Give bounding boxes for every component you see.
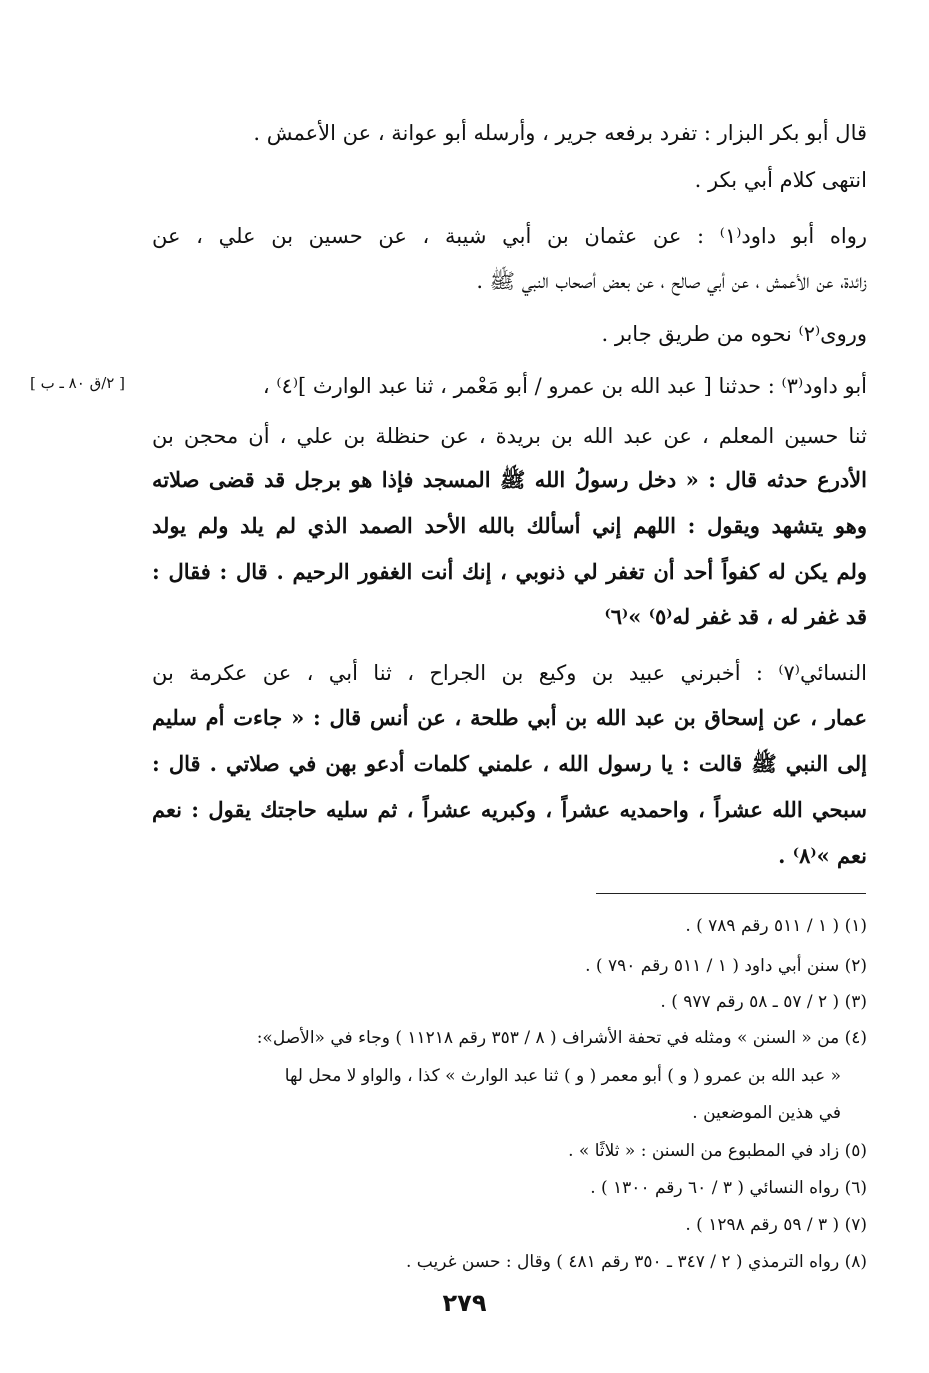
footnote: في هذين الموضعين .: [692, 1103, 841, 1123]
footnote: (٨) رواه الترمذي ( ٢ / ٣٤٧ ـ ٣٥٠ رقم ٤٨١ ) وقال : حسن غريب .: [405, 1252, 867, 1272]
margin-note: [ ٢/ق ٨٠ ـ ب ]: [30, 374, 125, 392]
footnote: (٤) من « السنن » ومثله في تحفة الأشراف ( ٨ / ٣٥٣ رقم ١١٢١٨ ) وجاء في «الأصل»:: [256, 1028, 867, 1048]
body-line: إلى النبي ﷺ قالت : يا رسول الله ، علمني كلمات أدعو بهن في صلاتي . قال :: [152, 751, 867, 776]
body-line: قد غفر له ، قد غفر له⁽٥⁾ »⁽٦⁾: [604, 604, 867, 629]
footnote: (٧) ( ٣ / ٥٩ رقم ١٢٩٨ ) .: [685, 1215, 867, 1235]
body-line: النسائي⁽٧⁾ : أخبرني عبيد بن وكيع بن الجراح ، ثنا أبي ، عن عكرمة بن: [152, 661, 867, 685]
body-line: نعم »⁽٨⁾ .: [778, 843, 867, 868]
footnote: (٥) زاد في المطبوع من السنن : « ثلاثًا » .: [568, 1141, 867, 1161]
body-line: أبو داود⁽٣⁾ : حدثنا [ عبد الله بن عمرو / أبو مَعْمر ، ثنا عبد الوارث ]⁽٤⁾ ،: [262, 374, 867, 398]
body-line: وروى⁽٢⁾ نحوه من طريق جابر .: [601, 322, 867, 346]
body-line: ولم يكن له كفواً أحد أن تغفر لي ذنوبي ، إنك أنت الغفور الرحيم . قال : فقال :: [152, 559, 867, 584]
body-line: قال أبو بكر البزار : تفرد برفعه جرير ، وأرسله أبو عوانة ، عن الأعمش .: [253, 121, 867, 145]
body-line: انتهى كلام أبي بكر .: [694, 168, 867, 192]
body-line: رواه أبو داود⁽١⁾ : عن عثمان بن أبي شيبة ، عن حسين بن علي ، عن: [152, 224, 867, 248]
body-line: وهو يتشهد ويقول : اللهم إني أسألك بالله الأحد الصمد الذي لم يلد ولم يولد: [152, 513, 867, 538]
footnote: (١) ( ١ / ٥١١ رقم ٧٨٩ ) .: [685, 916, 867, 936]
body-line: زائدة، عن الأعمش ، عن أبي صالح ، عن بعض أصحاب النبي ﷺ .: [476, 269, 867, 293]
body-line: ثنا حسين المعلم ، عن عبد الله بن بريدة ، عن حنظلة بن علي ، أن محجن بن: [152, 424, 867, 448]
footnote: (٢) سنن أبي داود ( ١ / ٥١١ رقم ٧٩٠ ) .: [585, 956, 867, 976]
footnote: « عبد الله بن عمرو ( و ) أبو معمر ( و ) ثنا عبد الوارث » كذا ، والواو لا محل لها: [284, 1066, 841, 1086]
body-line: سبحي الله عشراً ، واحمديه عشراً ، وكبريه عشراً ، ثم سليه حاجتك يقول : نعم: [152, 797, 867, 822]
footnote-separator: [596, 893, 866, 894]
body-line: الأدرع حدثه قال : « دخل رسولُ الله ﷺ المسجد فإذا هو برجل قد قضى صلاته: [152, 467, 867, 492]
footnote: (٦) رواه النسائي ( ٣ / ٦٠ رقم ١٣٠٠ ) .: [590, 1178, 867, 1198]
body-line: عمار ، عن إسحاق بن عبد الله بن أبي طلحة ، عن أنس قال : « جاءت أم سليم: [152, 705, 867, 730]
footnote: (٣) ( ٢ / ٥٧ ـ ٥٨ رقم ٩٧٧ ) .: [660, 992, 867, 1012]
page-number: ٢٧٩: [442, 1289, 487, 1317]
